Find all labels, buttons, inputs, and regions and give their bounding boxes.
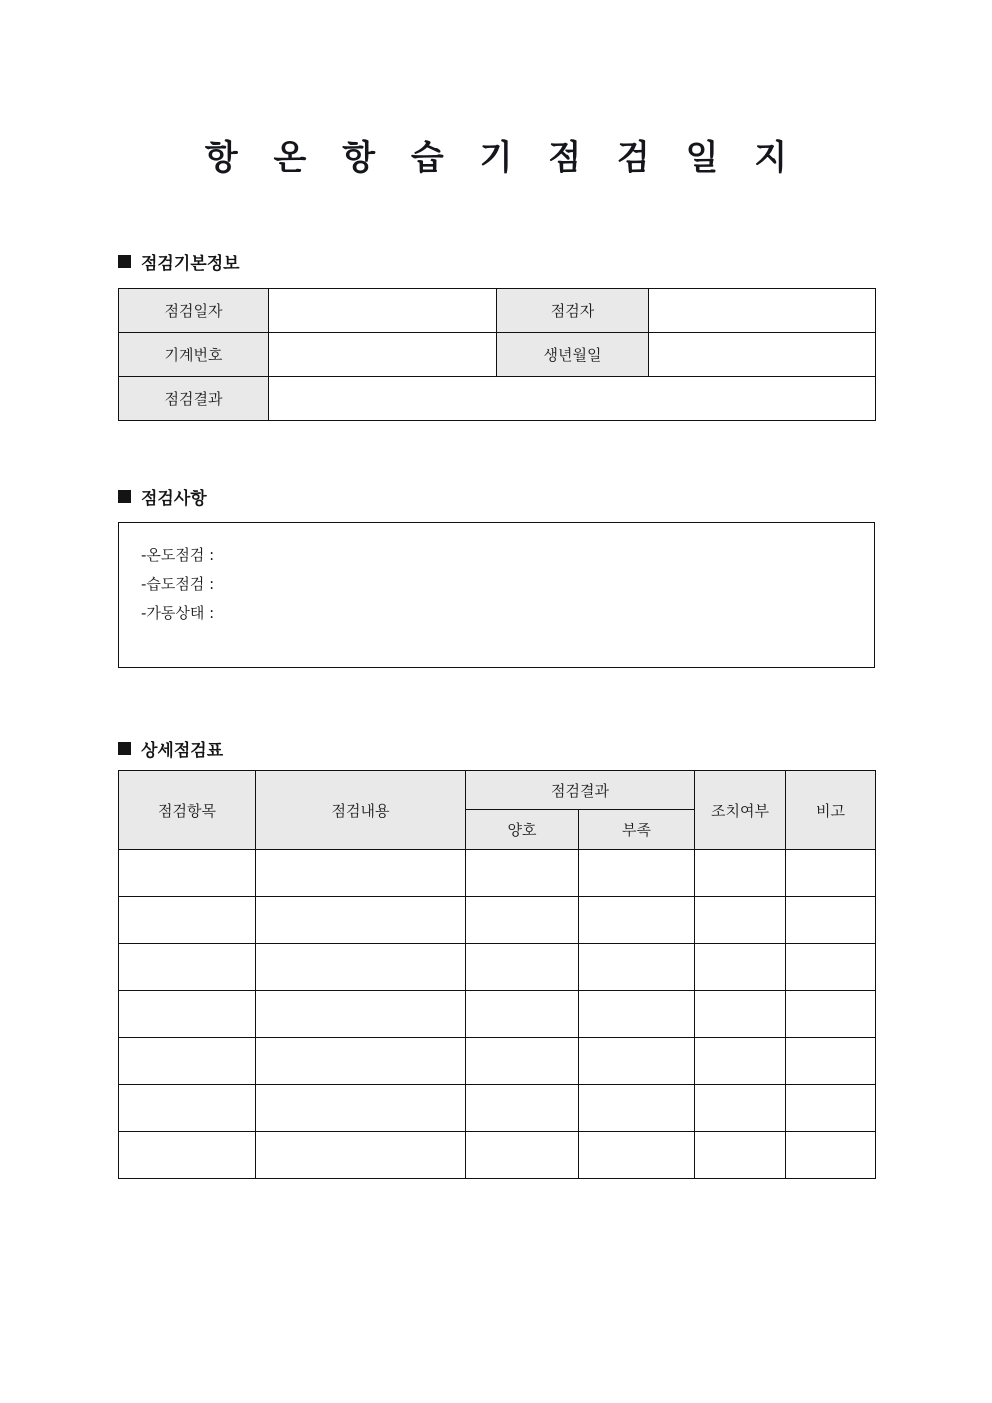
list-item: -가동상태 : — [141, 604, 215, 622]
column-header-action: 조치여부 — [695, 771, 786, 850]
cell-poor[interactable] — [579, 944, 695, 991]
cell-poor[interactable] — [579, 1085, 695, 1132]
cell-content[interactable] — [256, 1132, 466, 1179]
cell-content[interactable] — [256, 991, 466, 1038]
table-row — [119, 289, 876, 333]
cell-item[interactable] — [119, 897, 256, 944]
cell-poor[interactable] — [579, 1038, 695, 1085]
cell-content[interactable] — [256, 1038, 466, 1085]
cell-good[interactable] — [466, 850, 579, 897]
field-birth-date[interactable] — [649, 333, 876, 377]
square-bullet-icon — [118, 742, 131, 755]
cell-remark[interactable] — [786, 1132, 876, 1179]
label-inspection-date: 점검일자 — [119, 289, 269, 333]
cell-item[interactable] — [119, 1132, 256, 1179]
cell-content[interactable] — [256, 1085, 466, 1132]
table-row — [119, 991, 876, 1038]
column-header-content: 점검내용 — [256, 771, 466, 850]
cell-poor[interactable] — [579, 850, 695, 897]
cell-good[interactable] — [466, 1132, 579, 1179]
label-birth-date: 생년월일 — [497, 333, 649, 377]
cell-content[interactable] — [256, 944, 466, 991]
detail-inspection-table — [118, 770, 876, 1179]
cell-remark[interactable] — [786, 1085, 876, 1132]
cell-action[interactable] — [695, 1085, 786, 1132]
column-header-result-good: 양호 — [466, 810, 579, 850]
cell-content[interactable] — [256, 897, 466, 944]
table-row — [119, 333, 876, 377]
basic-info-table — [118, 288, 876, 421]
table-row — [119, 1085, 876, 1132]
list-item: -온도점검 : — [141, 546, 215, 564]
table-row — [119, 1038, 876, 1085]
cell-remark[interactable] — [786, 897, 876, 944]
section-heading-detail-table-label: 상세점검표 — [141, 741, 224, 761]
square-bullet-icon — [118, 255, 131, 268]
table-row — [119, 897, 876, 944]
page-title: 항 온 항 습 기 점 검 일 지 — [204, 138, 800, 178]
cell-item[interactable] — [119, 850, 256, 897]
table-row — [119, 1132, 876, 1179]
detail-table-body — [119, 850, 876, 1179]
cell-good[interactable] — [466, 897, 579, 944]
cell-content[interactable] — [256, 850, 466, 897]
field-inspection-result[interactable] — [269, 377, 876, 421]
cell-item[interactable] — [119, 991, 256, 1038]
label-machine-number: 기계번호 — [119, 333, 269, 377]
inspection-items-box[interactable] — [118, 522, 875, 668]
cell-action[interactable] — [695, 850, 786, 897]
cell-good[interactable] — [466, 1085, 579, 1132]
table-row — [119, 944, 876, 991]
table-row — [119, 377, 876, 421]
label-inspection-result: 점검결과 — [119, 377, 269, 421]
cell-poor[interactable] — [579, 897, 695, 944]
cell-item[interactable] — [119, 944, 256, 991]
section-heading-detail-table — [118, 736, 223, 761]
cell-item[interactable] — [119, 1085, 256, 1132]
cell-action[interactable] — [695, 1038, 786, 1085]
cell-action[interactable] — [695, 897, 786, 944]
cell-remark[interactable] — [786, 1038, 876, 1085]
cell-remark[interactable] — [786, 850, 876, 897]
table-row — [119, 850, 876, 897]
cell-good[interactable] — [466, 991, 579, 1038]
cell-remark[interactable] — [786, 991, 876, 1038]
field-inspector[interactable] — [649, 289, 876, 333]
cell-remark[interactable] — [786, 944, 876, 991]
cell-action[interactable] — [695, 944, 786, 991]
field-machine-number[interactable] — [269, 333, 497, 377]
section-heading-inspection-items-label: 점검사항 — [141, 489, 207, 509]
list-item: -습도점검 : — [141, 575, 215, 593]
section-heading-inspection-items — [118, 484, 207, 509]
inspection-items-list — [119, 523, 874, 628]
cell-good[interactable] — [466, 944, 579, 991]
section-heading-basic-info — [118, 249, 240, 274]
cell-action[interactable] — [695, 1132, 786, 1179]
section-heading-basic-info-label: 점검기본정보 — [141, 254, 240, 274]
cell-item[interactable] — [119, 1038, 256, 1085]
column-header-result-poor: 부족 — [579, 810, 695, 850]
column-header-remark: 비고 — [786, 771, 876, 850]
cell-action[interactable] — [695, 991, 786, 1038]
label-inspector: 점검자 — [497, 289, 649, 333]
cell-poor[interactable] — [579, 1132, 695, 1179]
column-header-item: 점검항목 — [119, 771, 256, 850]
square-bullet-icon — [118, 490, 131, 503]
cell-poor[interactable] — [579, 991, 695, 1038]
cell-good[interactable] — [466, 1038, 579, 1085]
column-header-result: 점검결과 — [466, 771, 695, 810]
field-inspection-date[interactable] — [269, 289, 497, 333]
table-header-row-primary — [119, 771, 876, 810]
